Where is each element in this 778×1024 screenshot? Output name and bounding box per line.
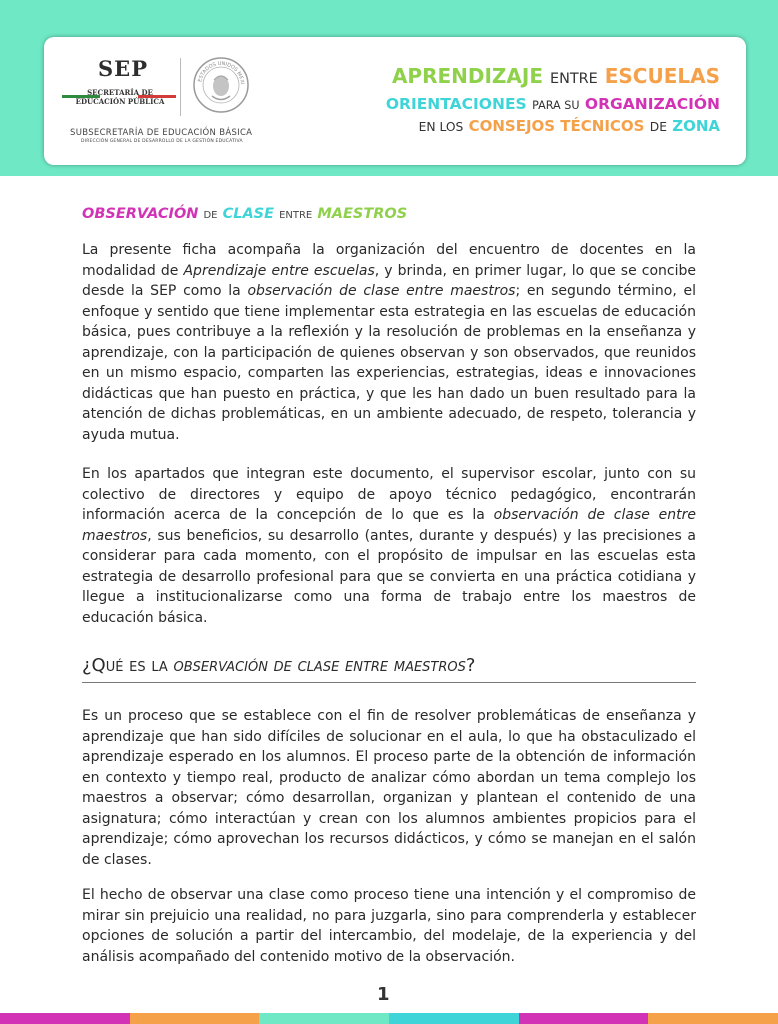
title-word-consejos-tecnicos: CONSEJOS TÉCNICOS: [468, 117, 645, 135]
section-title-word-entre: ENTRE: [279, 210, 313, 221]
title-word-escuelas: ESCUELAS: [604, 64, 720, 88]
question-heading-suffix: ?: [465, 655, 476, 676]
seal-text: ESTADOS UNIDOS MEXI: [197, 60, 246, 85]
paragraph-sections-text2: , sus beneficios, su desarrollo (antes, durante y después) y las precisiones a considerar para cada momento, con el propósito de impulsar en las escuelas esta estrategia de desarrollo profesional para que se convierta en una práctica cotidiana y llegue a institucionalizarse como una forma de trabajo entre los maestros de educación básica.: [82, 527, 696, 626]
paragraph-intro-italic1: Aprendizaje entre escuelas: [183, 262, 375, 279]
paragraph-intro-text2: , y brinda, en primer lugar, lo que se concibe desde la SEP como la: [82, 262, 697, 299]
paragraph-intro-text1: La presente ficha acompaña la organización del encuentro de docentes en la modalidad de: [82, 242, 696, 279]
section-title-word-maestros: MAESTROS: [317, 206, 408, 222]
page-number: 1: [377, 984, 390, 1005]
sep-name-line2: EDUCACIÓN PÚBLICA: [75, 97, 165, 106]
sep-name-line1: SECRETARÍA DE: [87, 88, 153, 97]
footer-segment: [389, 1013, 519, 1024]
paragraph-purpose: El hecho de observar una clase como proceso tiene una intención y el compromiso de mirar sin prejuicio una realidad, no para juzgarla, sino para comprenderla y establecer opciones de solución a partir del intercambio, del modelaje, de la experiencia y del análisis acompañado del contenido motivo de la observación.: [82, 887, 696, 965]
paragraph-sections-italic1: observación de clase entre maestros: [82, 507, 696, 544]
question-heading-prefix: ¿Qué es la: [82, 655, 174, 676]
footer-segment: [519, 1013, 649, 1024]
sep-logo: SEP: [98, 56, 148, 81]
footer-segment: [0, 1013, 130, 1024]
footer-segment: [648, 1013, 778, 1024]
question-heading-italic: observación de clase entre maestros: [173, 655, 466, 676]
question-heading: [82, 655, 696, 676]
title-word-entre: ENTRE: [550, 71, 598, 87]
paragraph-intro-italic2: observación de clase entre maestros: [247, 283, 516, 299]
title-word-para-su: PARA SU: [532, 99, 580, 112]
national-seal-icon: [192, 56, 250, 114]
paragraph-definition: Es un proceso que se establece con el fin de resolver problemáticas de enseñanza y aprendizaje que han sido difíciles de solucionar en el aula, lo que ha obstaculizado el aprendizaje esperado en los alumnos. El proceso parte de la obtención de información en contexto y tiempo real, producto de analizar cómo abordan un tema complejo los maestros a observar; cómo desarrollan, organizan y plantean el contenido de una asignatura; cómo interactúan y crean con los alumnos ambientes propicios para el aprendizaje; cómo aprovechan los recursos didácticos, y cómo se manejan en el salón de clases.: [82, 708, 696, 868]
logo-divider: [180, 58, 181, 116]
paragraph-sections-text1: En los apartados que integran este documento, el supervisor escolar, junto con su colectivo de directores y equipo de apoyo técnico pedagógico, encontrarán información acerca de la concepción de lo que es la: [82, 466, 696, 523]
header-title-line1: [392, 64, 720, 88]
paragraph-intro: [82, 240, 696, 445]
title-word-organizacion: ORGANIZACIÓN: [584, 95, 720, 113]
section-title-word-clase: CLASE: [222, 206, 275, 222]
sep-logo-flag-line: [62, 83, 178, 86]
footer-segment: [130, 1013, 260, 1024]
direccion-label: DIRECCIÓN GENERAL DE DESARROLLO DE LA GESTIÓN EDUCATIVA: [81, 139, 243, 144]
paragraph-intro-text3: ; en segundo término, el enfoque y sentido que tiene implementar esta estrategia en las escuelas de educación básica, pues contribuye a la reflexión y la resolución de problemas en la enseñanza y aprendizaje, con la participación de quienes observan y son observados, que reunidos en un mismo espacio, comparten las experiencias, estrategias, ideas e innovaciones didácticas que han puesto en práctica, y que les han dado un buen resultado para la atención de dichas problemáticas, en un ambiente adecuado, de respeto, tolerancia y ayuda mutua.: [82, 283, 697, 443]
footer-color-bar: [0, 1013, 778, 1024]
title-word-zona: ZONA: [672, 117, 720, 135]
section-title-word-de: DE: [203, 210, 218, 221]
header-title-line3: [419, 117, 720, 135]
section-title: [82, 206, 407, 222]
section-title-word-observacion: OBSERVACIÓN: [82, 206, 199, 222]
header-title-line2: [386, 95, 720, 113]
title-word-aprendizaje: APRENDIZAJE: [391, 64, 544, 88]
subsecretaria-label: SUBSECRETARÍA DE EDUCACIÓN BÁSICA: [70, 128, 253, 138]
paragraph-sections: [82, 464, 696, 628]
title-word-de: DE: [649, 120, 667, 134]
title-word-orientaciones: ORIENTACIONES: [385, 95, 527, 113]
question-heading-rule: [82, 682, 696, 683]
footer-segment: [259, 1013, 389, 1024]
title-word-en-los: EN LOS: [418, 120, 464, 134]
